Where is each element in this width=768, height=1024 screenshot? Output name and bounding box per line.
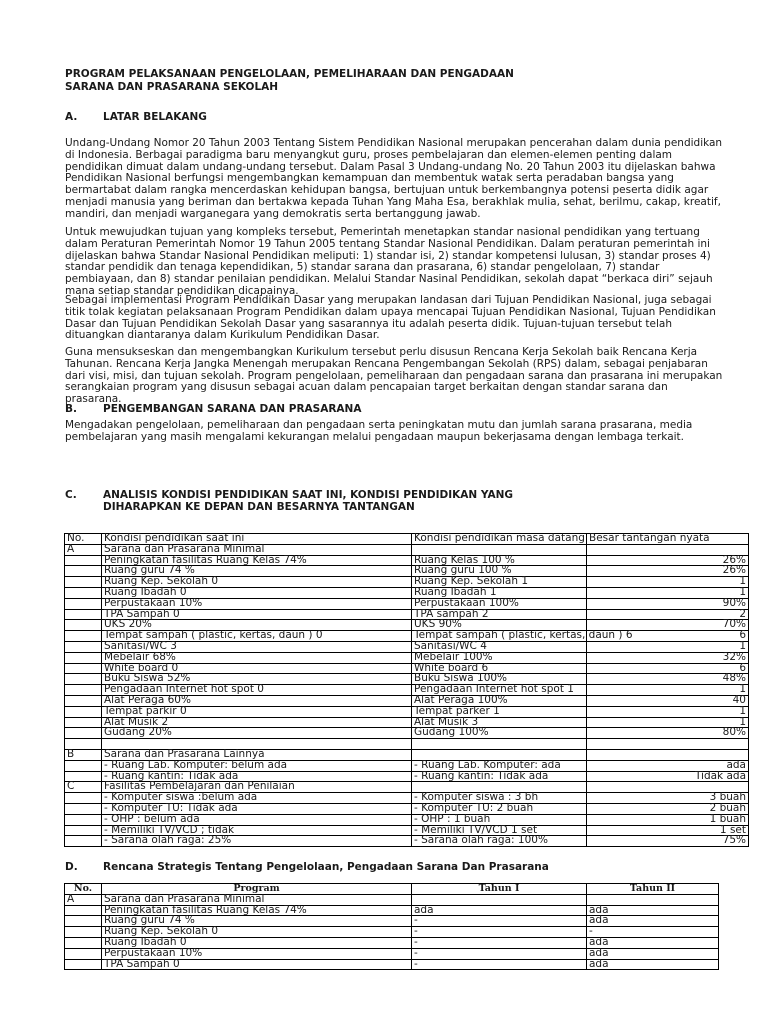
table-cell: [412, 739, 587, 750]
paragraph-a-4: Guna mensukseskan dan mengembangkan Kurikulum tersebut perlu disusun Rencana Kerja Sekolah baik Rencana Kerja Tahunan. Rencana Kerja Jangka Menengah merupakan Rencana Pengembangan Sekolah (RPS) dalam, sebagai penjabaran dari visi, misi, dan tujuan sekolah. Program pengelolaan, pemeliharaan dan pengadaan sarana dan prasarana ini merupakan serangkaian program yang disusun sebagai acuan dalam pencapaian target berkaitan dengan standar sarana dan prasarana.: [65, 346, 723, 406]
table-cell: [65, 685, 102, 696]
table-cell: 80%: [587, 728, 749, 739]
table-cell: [65, 652, 102, 663]
table-cell: Tempat parkir 0: [102, 706, 412, 717]
table-cell: Gudang 100%: [412, 728, 587, 739]
table-cell: 1: [587, 685, 749, 696]
table-cell: -: [412, 959, 587, 970]
table-cell: Sanitasi/WC 3: [102, 641, 412, 652]
table-cell: 3 buah: [587, 793, 749, 804]
table-cell: [65, 598, 102, 609]
table-cell: Buku Siswa 52%: [102, 674, 412, 685]
table-cell: - Komputer TU: Tidak ada: [102, 803, 412, 814]
table-cell: - Komputer TU: 2 buah: [412, 803, 587, 814]
table-cell: UKS 20%: [102, 620, 412, 631]
table-cell: 6: [587, 663, 749, 674]
table-cell: Peningkatan fasilitas Ruang Kelas 74%: [102, 905, 412, 916]
table-cell: 26%: [587, 566, 749, 577]
table-cell: Ruang guru 74 %: [102, 566, 412, 577]
table-rencana-strategis: [64, 883, 719, 970]
table-cell: Peningkatan fasilitas Ruang Kelas 74%: [102, 555, 412, 566]
table-cell: [65, 905, 102, 916]
table-cell: [412, 894, 587, 905]
table-cell: 40: [587, 695, 749, 706]
table-cell: Ruang Ibadah 0: [102, 587, 412, 598]
table-row: [65, 959, 719, 970]
section-a-heading: A. LATAR BELAKANG: [65, 111, 207, 123]
table-cell: 1: [587, 577, 749, 588]
paragraph-a-3: Sebagai implementasi Program Pendidikan Dasar yang merupakan landasan dari Tujuan Pendidikan Nasional, juga sebagai titik tolak kegiatan pelaksanaan Program Pendidikan dalam upaya mencapai Tujuan Pendidikan Nasional, Tujuan Pendidikan Dasar dan Tujuan Pendidikan Sekolah Dasar yang sasarannya itu adalah peserta didik. Tujuan-tujuan tersebut telah dituangkan diantaranya dalam Kurikulum Pendidikan Dasar.: [65, 294, 716, 342]
table-cell: White board 6: [412, 663, 587, 674]
table-cell: 32%: [587, 652, 749, 663]
table-cell: Buku Siswa 100%: [412, 674, 587, 685]
table-cell: [65, 577, 102, 588]
table-cell: Mebelair 100%: [412, 652, 587, 663]
table-cell: ada: [412, 905, 587, 916]
table-cell: B: [65, 749, 102, 760]
table-cell: Tempat sampah ( plastic, kertas, daun ) 0: [102, 631, 412, 642]
table-cell: Pengadaan Internet hot spot 0: [102, 685, 412, 696]
table-cell: TPA Sampah 0: [102, 959, 412, 970]
paragraph-b: Mengadakan pengelolaan, pemeliharaan dan pengadaan serta peningkatan mutu dan jumlah sarana prasarana, media pembelajaran yang masih mengalami kekurangan melalui pengadaan maupun bekerjasama dengan lembaga terkait.: [65, 419, 693, 443]
table-cell: - Komputer siswa : 3 bh: [412, 793, 587, 804]
header-kondisi-masa-datang: Kondisi pendidikan masa datang: [412, 534, 587, 545]
table-cell: Alat Peraga 100%: [412, 695, 587, 706]
table-cell: Sanitasi/WC 4: [412, 641, 587, 652]
table-cell: [65, 760, 102, 771]
header-besar-tantangan: Besar tantangan nyata: [587, 534, 749, 545]
section-c-heading: C. ANALISIS KONDISI PENDIDIKAN SAAT INI, KONDISI PENDIDIKAN YANG DIHARAPKAN KE DEPAN DAN BESARNYA TANTANGAN: [65, 489, 513, 513]
table-cell: [587, 739, 749, 750]
table-cell: Gudang 20%: [102, 728, 412, 739]
table-cell: [65, 641, 102, 652]
table-cell: 26%: [587, 555, 749, 566]
table-cell: Ruang Kep. Sekolah 0: [102, 577, 412, 588]
table-cell: [65, 916, 102, 927]
header-no: No.: [65, 534, 102, 545]
table-cell: 90%: [587, 598, 749, 609]
paragraph-a-1: Undang-Undang Nomor 20 Tahun 2003 Tentang Sistem Pendidikan Nasional merupakan pencerahan dalam dunia pendidikan di Indonesia. Berbagai paradigma baru menyangkut guru, proses pembelajaran dan elemen-elemen penting dalam pendidikan dimuat dalam undang-undang tersebut. Dalam Pasal 3 Undang-undang No. 20 Tahun 2003 itu dijelaskan bahwa Pendidikan Nasional berfungsi mengembangkan kemampuan dan membentuk watak serta peradaban bangsa yang bermartabat dalam rangka mencerdaskan kehidupan bangsa, bertujuan untuk berkembangnya potensi peserta didik agar menjadi manusia yang beriman dan bertakwa kepada Tuhan Yang Maha Esa, berakhlak mulia, sehat, berilmu, cakap, kreatif, mandiri, dan menjadi warganegara yang demokratis serta bertanggung jawab.: [65, 137, 723, 220]
table-cell: 2 buah: [587, 803, 749, 814]
table-cell: [65, 566, 102, 577]
table-cell: 75%: [587, 836, 749, 847]
table-cell: Alat Peraga 60%: [102, 695, 412, 706]
table-cell: - Sarana olah raga: 100%: [412, 836, 587, 847]
table-cell: ada: [587, 959, 719, 970]
table-cell: C: [65, 782, 102, 793]
table-cell: [65, 825, 102, 836]
table-cell: Mebelair 68%: [102, 652, 412, 663]
table-cell: - Ruang kantin: Tidak ada: [102, 771, 412, 782]
table-cell: [65, 631, 102, 642]
table-cell: Ruang Ibadah 0: [102, 937, 412, 948]
header-kondisi-saat-ini: Kondisi pendidikan saat ini: [102, 534, 412, 545]
table-cell: -: [412, 916, 587, 927]
table-cell: ada: [587, 948, 719, 959]
table-cell: Alat Musik 2: [102, 717, 412, 728]
table-cell: Tidak ada: [587, 771, 749, 782]
table-cell: - Memiliki TV/VCD 1 set: [412, 825, 587, 836]
table-cell: Ruang Kep. Sekolah 0: [102, 927, 412, 938]
table-cell: A: [65, 894, 102, 905]
table-cell: 1: [587, 641, 749, 652]
table-cell: -: [412, 937, 587, 948]
table-cell: Tempat sampah ( plastic, kertas, daun ) 6: [412, 631, 587, 642]
table-cell: Perpustakaan 100%: [412, 598, 587, 609]
table-cell: [65, 927, 102, 938]
table-cell: [65, 948, 102, 959]
table-cell: [65, 959, 102, 970]
table-cell: Perpustakaan 10%: [102, 598, 412, 609]
header-tahun-2: Tahun II: [587, 884, 719, 895]
title-line-2: SARANA DAN PRASARANA SEKOLAH: [65, 81, 279, 93]
table-cell: - Memiliki TV/VCD ; tidak: [102, 825, 412, 836]
title-line-1: PROGRAM PELAKSANAAN PENGELOLAAN, PEMELIHARAAN DAN PENGADAAN: [65, 68, 514, 80]
table-cell: [65, 587, 102, 598]
table-cell: ada: [587, 916, 719, 927]
table-cell: -: [587, 927, 719, 938]
table-cell: - OHP : 1 buah: [412, 814, 587, 825]
table-row: [65, 728, 749, 739]
table-cell: 1: [587, 717, 749, 728]
table-cell: 1: [587, 587, 749, 598]
table-cell: [65, 609, 102, 620]
table-cell: Fasilitas Pembelajaran dan Penilaian: [102, 782, 412, 793]
table-row: [65, 609, 749, 620]
table-cell: 70%: [587, 620, 749, 631]
table-cell: 2: [587, 609, 749, 620]
table-cell: [65, 555, 102, 566]
table-cell: Tempat parker 1: [412, 706, 587, 717]
table-cell: Alat Musik 3: [412, 717, 587, 728]
table-cell: [65, 937, 102, 948]
table-cell: Ruang guru 100 %: [412, 566, 587, 577]
table-cell: [65, 836, 102, 847]
table-cell: Sarana dan Prasarana Lainnya: [102, 749, 412, 760]
table-cell: - Ruang Lab. Komputer: belum ada: [102, 760, 412, 771]
table-cell: [65, 793, 102, 804]
table-cell: [65, 706, 102, 717]
table-cell: 1 set: [587, 825, 749, 836]
table-cell: 1 buah: [587, 814, 749, 825]
section-d-heading: D. Rencana Strategis Tentang Pengelolaan, Pengadaan Sarana Dan Prasarana: [65, 861, 549, 873]
table-cell: [65, 663, 102, 674]
table-cell: - Ruang kantin: Tidak ada: [412, 771, 587, 782]
document-title: [65, 68, 514, 94]
table-cell: Pengadaan Internet hot spot 1: [412, 685, 587, 696]
table-cell: Sarana dan Prasarana Minimal: [102, 894, 412, 905]
table-cell: TPA sampah 2: [412, 609, 587, 620]
table-cell: - OHP : belum ada: [102, 814, 412, 825]
table-cell: 1: [587, 706, 749, 717]
table-cell: [65, 803, 102, 814]
table-cell: ada: [587, 760, 749, 771]
table-cell: UKS 90%: [412, 620, 587, 631]
table-cell: TPA Sampah 0: [102, 609, 412, 620]
table-cell: [587, 749, 749, 760]
table-cell: 6: [587, 631, 749, 642]
table-cell: [65, 620, 102, 631]
table-cell: -: [412, 927, 587, 938]
table-kondisi-pendidikan: [64, 533, 749, 847]
table-cell: Perpustakaan 10%: [102, 948, 412, 959]
table-cell: A: [65, 544, 102, 555]
table-cell: 48%: [587, 674, 749, 685]
table-cell: - Sarana olah raga: 25%: [102, 836, 412, 847]
table-cell: [65, 728, 102, 739]
table-cell: Sarana dan Prasarana Minimal: [102, 544, 412, 555]
section-b-heading: B. PENGEMBANGAN SARANA DAN PRASARANA: [65, 403, 362, 415]
table-cell: Ruang guru 74 %: [102, 916, 412, 927]
table-cell: [65, 674, 102, 685]
table-cell: ada: [587, 937, 719, 948]
table-cell: Ruang Ibadah 1: [412, 587, 587, 598]
table-cell: ada: [587, 905, 719, 916]
header-program: Program: [102, 884, 412, 895]
paragraph-a-2: Untuk mewujudkan tujuan yang kompleks tersebut, Pemerintah menetapkan standar nasional pendidikan yang tertuang dalam Peraturan Pemerintah Nomor 19 Tahun 2005 tentang Standar Nasional Pendidikan. Dalam peraturan pemerintah ini dijelaskan bahwa Standar Nasional Pendidikan meliputi: 1) standar isi, 2) standar kompetensi lulusan, 3) standar proses 4) standar pendidik dan tenaga kependidikan, 5) standar sarana dan prasarana, 6) standar pengelolaan, 7) standar pembiayaan, dan 8) standar penilaian pendidikan. Melalui Standar Nasinal Pendidikan, sekolah dapat “berkaca diri” sejauh mana setiap standar pendidikan dicapainya.: [65, 226, 713, 297]
table-cell: - Komputer siswa :belum ada: [102, 793, 412, 804]
table-cell: Ruang Kelas 100 %: [412, 555, 587, 566]
header-tahun-1: Tahun I: [412, 884, 587, 895]
table-cell: -: [412, 948, 587, 959]
table-cell: [65, 695, 102, 706]
table-cell: - Ruang Lab. Komputer: ada: [412, 760, 587, 771]
table-cell: White board 0: [102, 663, 412, 674]
table-cell: [65, 717, 102, 728]
table-cell: Ruang Kep. Sekolah 1: [412, 577, 587, 588]
table-row: [65, 836, 749, 847]
header-no: No.: [65, 884, 102, 895]
table-cell: [65, 814, 102, 825]
